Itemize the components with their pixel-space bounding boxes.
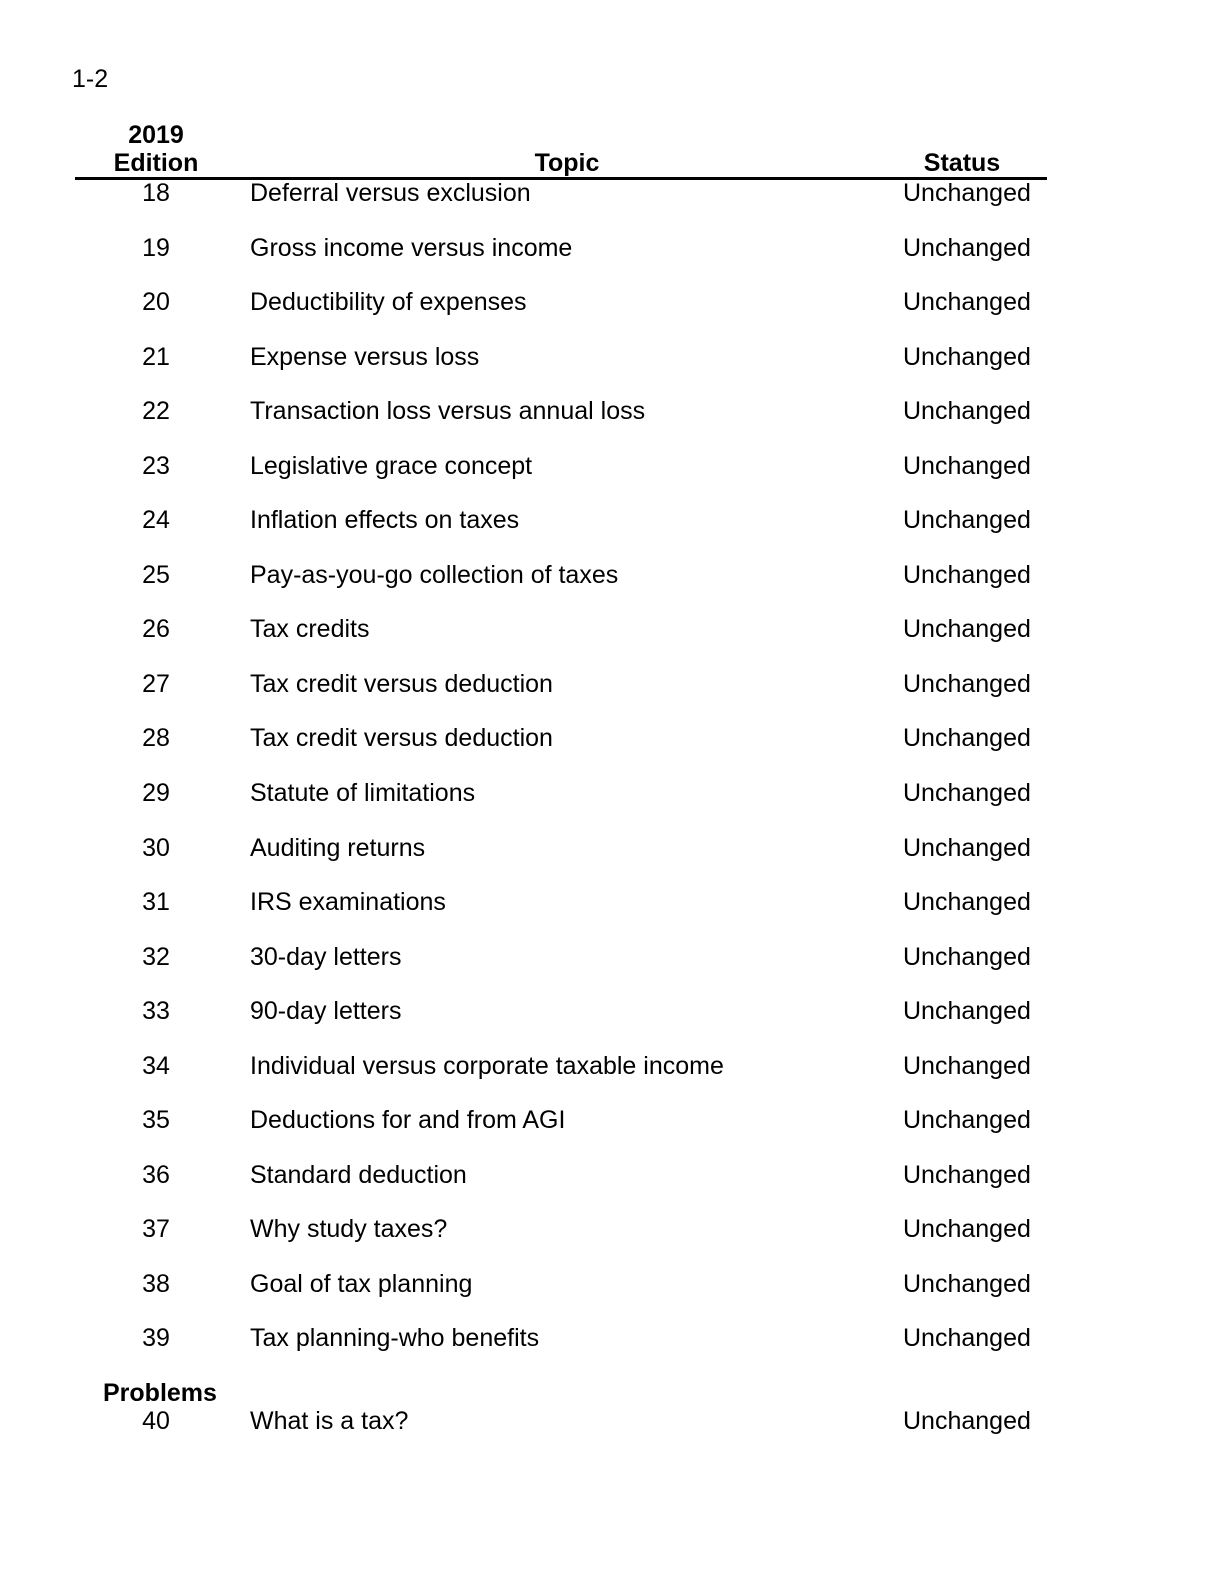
table-row	[75, 725, 1047, 780]
table-body	[75, 180, 1047, 1380]
table-row	[75, 1216, 1047, 1271]
row-status-text: Unchanged	[903, 779, 1031, 808]
table-row	[75, 1107, 1047, 1162]
row-edition-number: 19	[142, 233, 170, 262]
row-edition-number: 36	[142, 1160, 170, 1189]
row-edition-number: 37	[142, 1215, 170, 1244]
row-status-text: Unchanged	[903, 179, 1031, 207]
row-topic-text: Why study taxes?	[250, 1215, 448, 1244]
row-status-text: Unchanged	[903, 888, 1031, 917]
row-topic-text: Deductibility of expenses	[250, 288, 527, 317]
row-topic-text: 30-day letters	[250, 942, 402, 971]
row-status-text: Unchanged	[903, 1269, 1031, 1298]
row-status-text: Unchanged	[903, 1406, 1031, 1435]
row-status-text: Unchanged	[903, 1160, 1031, 1189]
column-header-edition-year: 2019	[128, 121, 184, 149]
table-row	[75, 780, 1047, 835]
row-status-text: Unchanged	[903, 342, 1031, 371]
row-status-text: Unchanged	[903, 233, 1031, 262]
table-row	[75, 1271, 1047, 1326]
column-header-edition	[75, 122, 237, 177]
row-topic-text: Transaction loss versus annual loss	[250, 397, 646, 426]
row-topic-text: Deductions for and from AGI	[250, 1106, 566, 1135]
table-row	[75, 671, 1047, 726]
row-topic-text: Tax planning-who benefits	[250, 1324, 540, 1353]
column-header-topic: Topic	[534, 148, 600, 177]
row-edition-number: 35	[142, 1106, 170, 1135]
row-status-text: Unchanged	[903, 1215, 1031, 1244]
page-number: 1-2	[72, 65, 109, 93]
row-topic-text: IRS examinations	[250, 888, 446, 917]
table-row	[75, 1162, 1047, 1217]
row-topic-text: Individual versus corporate taxable income	[250, 1051, 724, 1080]
row-topic-text: Deferral versus exclusion	[250, 179, 531, 207]
column-header-status: Status	[923, 148, 1001, 177]
table-row	[75, 562, 1047, 617]
row-topic-text: Tax credit versus deduction	[250, 669, 553, 698]
row-topic-text: What is a tax?	[250, 1406, 409, 1435]
row-edition-number: 28	[142, 724, 170, 753]
table-row	[75, 1053, 1047, 1108]
row-status-text: Unchanged	[903, 506, 1031, 535]
row-topic-text: Tax credit versus deduction	[250, 724, 553, 753]
row-edition-number: 34	[142, 1051, 170, 1080]
table-row	[75, 1325, 1047, 1380]
row-edition-number: 25	[142, 560, 170, 589]
table-row	[75, 1408, 1047, 1463]
row-edition-number: 18	[142, 179, 170, 207]
row-status-text: Unchanged	[903, 669, 1031, 698]
table-row	[75, 889, 1047, 944]
row-edition-number: 23	[142, 451, 170, 480]
row-topic-text: 90-day letters	[250, 997, 402, 1026]
table-row	[75, 944, 1047, 999]
table-row	[75, 344, 1047, 399]
row-status-text: Unchanged	[903, 997, 1031, 1026]
row-topic-text: Inflation effects on taxes	[250, 506, 520, 535]
table-row	[75, 998, 1047, 1053]
row-topic-text: Tax credits	[250, 615, 370, 644]
row-edition-number: 40	[142, 1406, 170, 1435]
row-edition-number: 27	[142, 669, 170, 698]
row-edition-number: 20	[142, 288, 170, 317]
row-edition-number: 33	[142, 997, 170, 1026]
row-status-text: Unchanged	[903, 724, 1031, 753]
edition-topic-status-table	[75, 122, 1047, 1462]
row-status-text: Unchanged	[903, 288, 1031, 317]
row-status-text: Unchanged	[903, 1106, 1031, 1135]
row-status-text: Unchanged	[903, 833, 1031, 862]
table-row	[75, 835, 1047, 890]
row-topic-text: Goal of tax planning	[250, 1269, 473, 1298]
row-status-text: Unchanged	[903, 560, 1031, 589]
table-row	[75, 180, 1047, 235]
section-problems-label: Problems	[103, 1379, 217, 1408]
row-edition-number: 31	[142, 888, 170, 917]
row-topic-text: Standard deduction	[250, 1160, 467, 1189]
row-status-text: Unchanged	[903, 942, 1031, 971]
table-row	[75, 616, 1047, 671]
row-edition-number: 26	[142, 615, 170, 644]
table-row	[75, 507, 1047, 562]
row-status-text: Unchanged	[903, 1051, 1031, 1080]
row-edition-number: 38	[142, 1269, 170, 1298]
table-header-row	[75, 122, 1047, 177]
row-edition-number: 30	[142, 833, 170, 862]
row-edition-number: 24	[142, 506, 170, 535]
row-topic-text: Expense versus loss	[250, 342, 480, 371]
row-edition-number: 21	[142, 342, 170, 371]
table-body-problems	[75, 1408, 1047, 1463]
row-topic-text: Auditing returns	[250, 833, 426, 862]
row-status-text: Unchanged	[903, 1324, 1031, 1353]
row-topic-text: Legislative grace concept	[250, 451, 533, 480]
row-topic-text: Gross income versus income	[250, 233, 573, 262]
column-header-edition-label: Edition	[113, 148, 199, 177]
row-edition-number: 39	[142, 1324, 170, 1353]
row-edition-number: 22	[142, 397, 170, 426]
row-topic-text: Pay-as-you-go collection of taxes	[250, 560, 619, 589]
row-topic-text: Statute of limitations	[250, 779, 476, 808]
table-row	[75, 235, 1047, 290]
table-row	[75, 398, 1047, 453]
row-status-text: Unchanged	[903, 397, 1031, 426]
table-row	[75, 289, 1047, 344]
table-row	[75, 453, 1047, 508]
row-edition-number: 32	[142, 942, 170, 971]
row-status-text: Unchanged	[903, 615, 1031, 644]
row-status-text: Unchanged	[903, 451, 1031, 480]
row-edition-number: 29	[142, 779, 170, 808]
